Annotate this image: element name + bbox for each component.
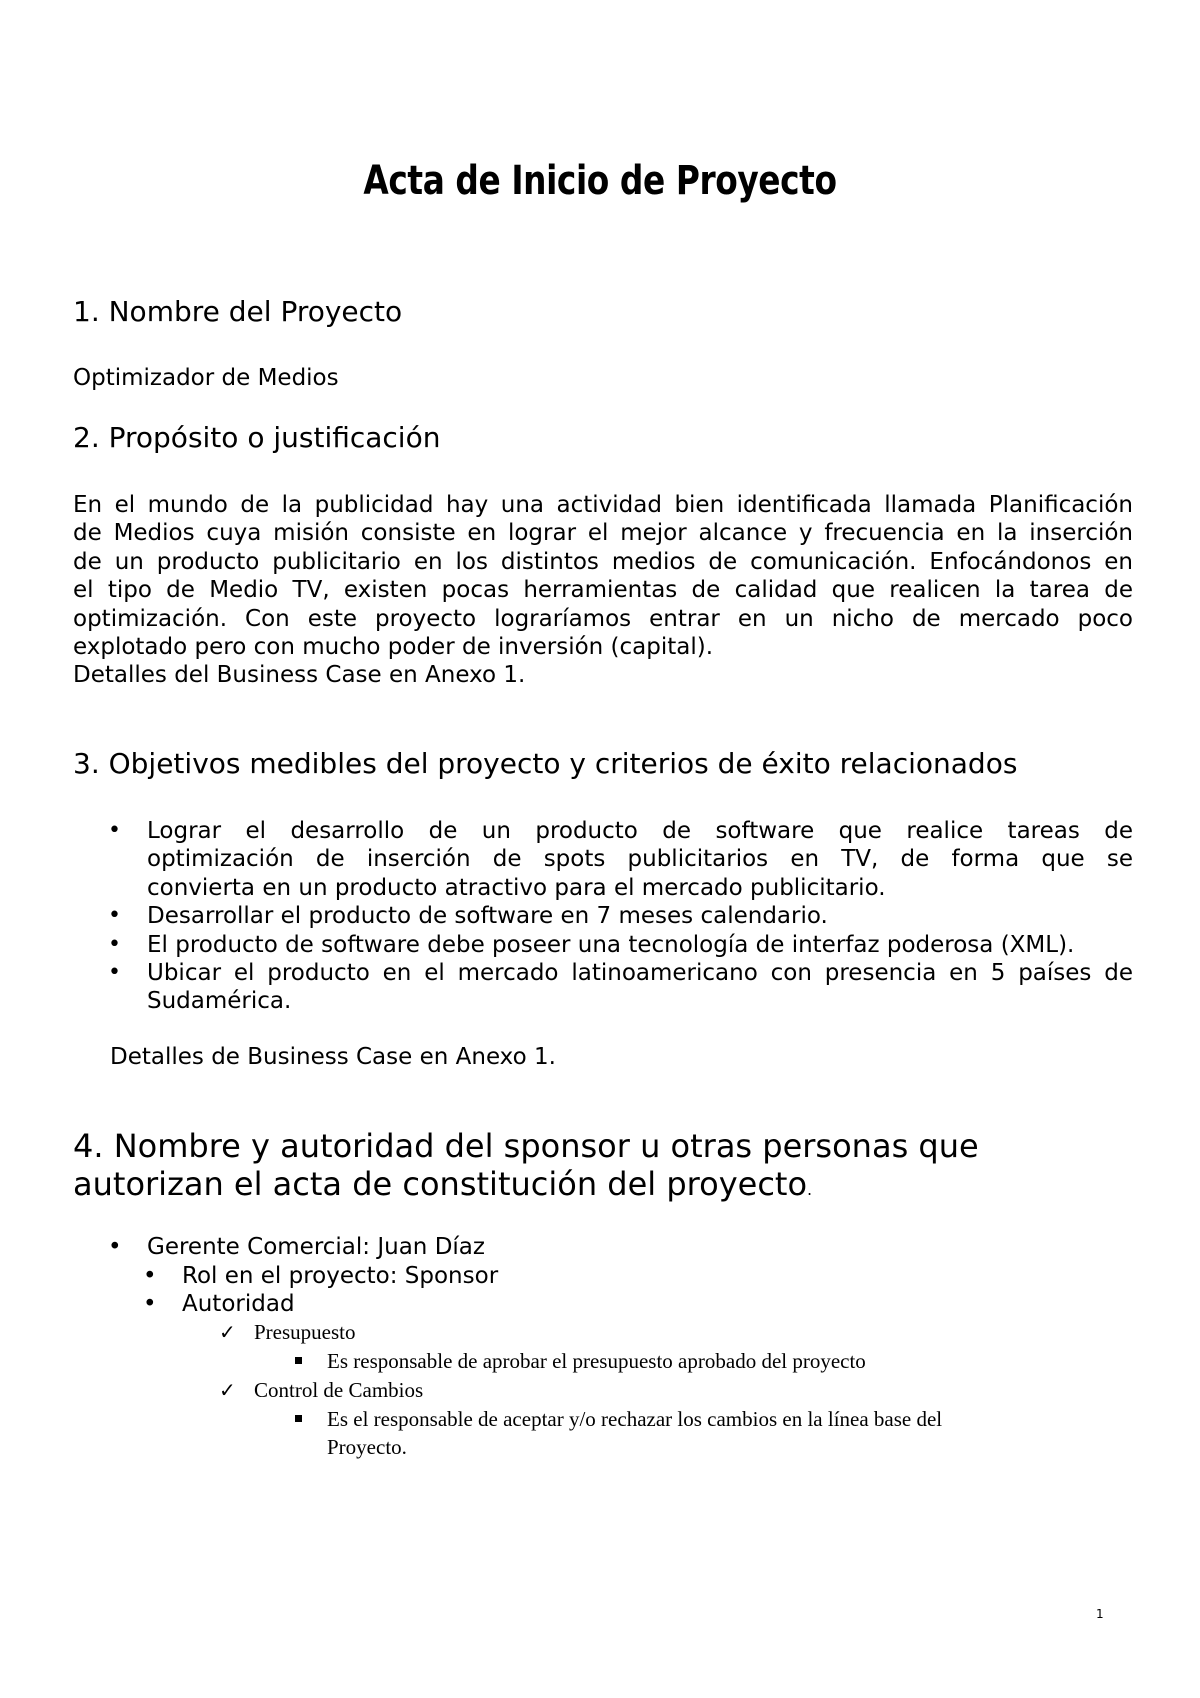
purpose-line: optimización. Con este proyecto lograríamos entrar en un nicho de mercado poco — [73, 605, 1133, 632]
bullet-icon: • — [108, 903, 121, 929]
purpose-paragraph — [73, 491, 1133, 690]
objective-line: Sudamérica. — [147, 988, 292, 1015]
project-name: Optimizador de Medios — [73, 365, 339, 391]
objective-line: convierta en un producto atractivo para el mercado publicitario. — [147, 874, 886, 901]
section-4-heading-text: autorizan el acta de constitución del proyecto — [73, 1165, 808, 1203]
objective-line: optimización de inserción de spots publicitarios en TV, de forma que se — [147, 846, 1133, 873]
objectives-note: Detalles de Business Case en Anexo 1. — [110, 1044, 556, 1070]
checkmark-icon: ✓ — [219, 1320, 236, 1344]
bullet-icon: • — [143, 1291, 157, 1317]
purpose-note: Detalles del Business Case en Anexo 1. — [73, 662, 526, 689]
sponsor-role-text: Rol en el proyecto: Sponsor — [182, 1263, 499, 1289]
authority-item-label: Presupuesto — [254, 1320, 356, 1344]
bullet-icon: • — [108, 960, 121, 986]
bullet-icon: • — [108, 931, 121, 957]
section-3-heading: 3. Objetivos medibles del proyecto y criterios de éxito relacionados — [73, 747, 1018, 780]
bullet-icon: • — [108, 818, 121, 843]
section-4-heading-period: . — [807, 1180, 813, 1199]
section-4-heading-line1: 4. Nombre y autoridad del sponsor u otras personas que — [73, 1127, 979, 1165]
authority-item-detail: Es responsable de aprobar el presupuesto aprobado del proyecto — [327, 1349, 866, 1373]
square-bullet-icon — [295, 1357, 302, 1364]
purpose-line: En el mundo de la publicidad hay una actividad bien identificada llamada Planificación — [73, 492, 1133, 518]
square-bullet-icon — [295, 1415, 302, 1422]
purpose-line: el tipo de Medio TV, existen pocas herramientas de calidad que realicen la tarea de — [73, 577, 1133, 604]
objective-line: Lograr el desarrollo de un producto de software que realice tareas de — [147, 818, 1133, 844]
objectives-list — [0, 817, 1133, 1016]
sponsor-person — [108, 1233, 485, 1261]
bullet-icon: • — [108, 1234, 122, 1260]
page-number: 1 — [1096, 1607, 1104, 1621]
purpose-line: explotado pero con mucho poder de inversión (capital). — [73, 634, 714, 661]
authority-item-detail: Es el responsable de aceptar y/o rechazar los cambios en la línea base del — [327, 1407, 943, 1431]
purpose-line: de un producto publicitario en los distintos medios de comunicación. Enfocándonos en — [73, 548, 1133, 575]
purpose-line: de Medios cuya misión consiste en lograr el mejor alcance y frecuencia en la inserción — [73, 520, 1133, 547]
sponsor-person-text: Gerente Comercial: Juan Díaz — [147, 1234, 485, 1260]
document-title: Acta de Inicio de Proyecto — [363, 158, 837, 204]
sponsor-authority — [143, 1290, 295, 1318]
section-2-heading: 2. Propósito o justificación — [73, 421, 441, 454]
objective-item — [0, 931, 1133, 959]
objective-item — [0, 959, 1133, 1016]
sponsor-role — [143, 1262, 499, 1290]
bullet-icon: • — [143, 1263, 157, 1289]
objective-line: El producto de software debe poseer una tecnología de interfaz poderosa (XML). — [147, 931, 1075, 958]
objective-line: Ubicar el producto en el mercado latinoamericano con presencia en 5 países de — [147, 960, 1133, 987]
authority-item-label: Control de Cambios — [254, 1378, 424, 1402]
authority-item-detail: Proyecto. — [327, 1435, 407, 1459]
sponsor-authority-text: Autoridad — [182, 1291, 295, 1317]
objective-item — [0, 902, 1133, 930]
section-4-heading-line2 — [73, 1165, 812, 1209]
checkmark-icon: ✓ — [219, 1378, 236, 1402]
section-1-heading: 1. Nombre del Proyecto — [73, 295, 403, 328]
objective-item — [0, 817, 1133, 902]
objective-line: Desarrollar el producto de software en 7 meses calendario. — [147, 903, 828, 930]
